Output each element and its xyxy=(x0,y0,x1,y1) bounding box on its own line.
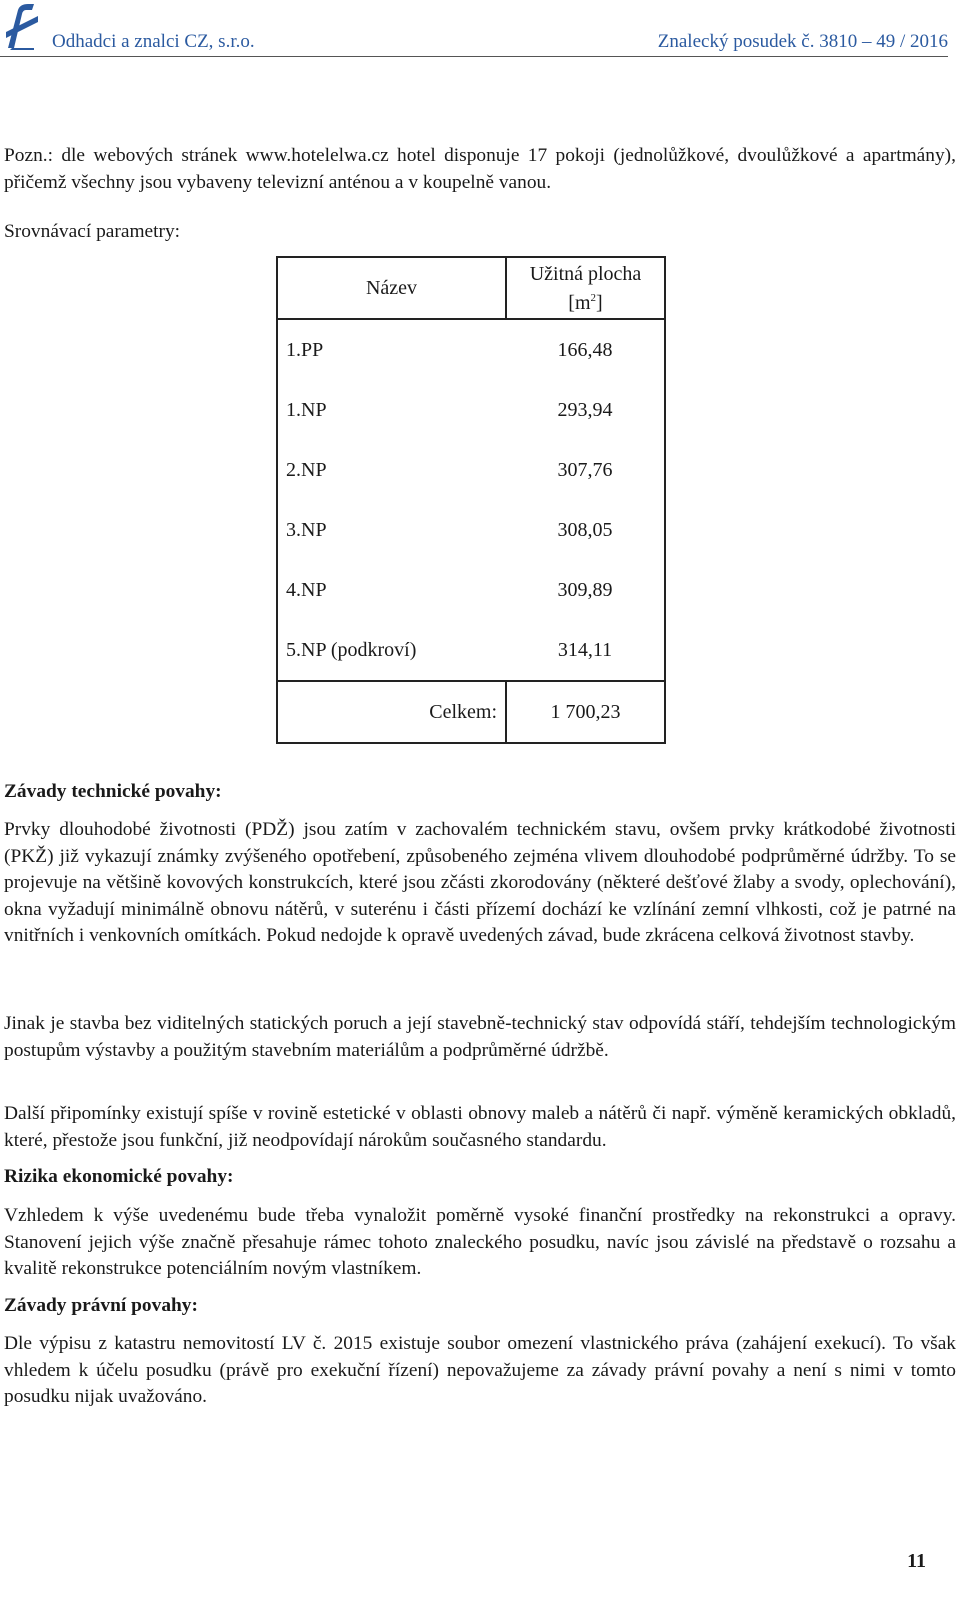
report-number: Znalecký posudek č. 3810 – 49 / 2016 xyxy=(657,31,948,52)
page-number: 11 xyxy=(907,1550,926,1572)
row-area: 307,76 xyxy=(506,440,665,500)
row-area: 166,48 xyxy=(506,319,665,380)
company-logo-icon xyxy=(4,2,40,52)
table-total-row xyxy=(277,681,665,743)
note-paragraph: Pozn.: dle webových stránek www.hotelelwa.cz hotel disponuje 17 pokoji (jednolůžkové, dvoulůžkové a apartmány), přičemž všechny jsou vybaveny televizní anténou a v koupelně vanou. xyxy=(4,145,956,193)
table-header-row xyxy=(277,257,665,319)
table-row xyxy=(277,380,665,440)
defects-legal-heading: Závady právní povahy: xyxy=(4,1295,198,1316)
risks-economic-heading: Rizika ekonomické povahy: xyxy=(4,1166,234,1187)
row-name: 4.NP xyxy=(277,560,506,620)
col-area-unit-sup: 2 xyxy=(590,291,597,304)
table-row xyxy=(277,500,665,560)
row-area: 309,89 xyxy=(506,560,665,620)
defects-technical-heading: Závady technické povahy: xyxy=(4,781,222,802)
table-row xyxy=(277,620,665,681)
col-area-header xyxy=(506,257,665,319)
row-name: 2.NP xyxy=(277,440,506,500)
row-name: 3.NP xyxy=(277,500,506,560)
col-area-unit-close: ] xyxy=(596,291,603,314)
row-name: 1.PP xyxy=(277,319,506,380)
defects-technical-paragraph-2: Jinak je stavba bez viditelných statických poruch a její stavebně-technický stav odpovídá stáří, tehdejším technologickým postupům výstavby a použitým stavebním materiálům a podprůměrné údržbě. xyxy=(4,1013,956,1061)
total-value: 1 700,23 xyxy=(506,681,665,743)
row-name: 1.NP xyxy=(277,380,506,440)
defects-legal-paragraph: Dle výpisu z katastru nemovitostí LV č. 2015 existuje soubor omezení vlastnického práva (zahájení exekucí). To však vhledem k účelu posudku (právě pro exekuční řízení) nepovažujeme za závady právní povahy a není s nimi v tomto posudku nijak uvažováno. xyxy=(4,1333,956,1407)
params-heading: Srovnávací parametry: xyxy=(4,221,181,242)
total-label: Celkem: xyxy=(277,681,506,743)
risks-economic-paragraph: Vzhledem k výše uvedenému bude třeba vynaložit poměrně vysoké finanční prostředky na rekonstrukci a opravy. Stanovení jejich výše značně přesahuje rámec tohoto znaleckého posudku, navíc jsou závislé na představě o rozsahu a kvalitě rekonstrukce potenciálním novým vlastníkem. xyxy=(4,1205,956,1279)
row-area: 314,11 xyxy=(506,620,665,681)
row-name: 5.NP (podkroví) xyxy=(277,620,506,681)
page-header xyxy=(0,0,948,57)
params-table xyxy=(276,256,666,744)
table-row xyxy=(277,319,665,380)
table-row xyxy=(277,440,665,500)
col-name-header: Název xyxy=(277,257,506,319)
row-area: 293,94 xyxy=(506,380,665,440)
defects-technical-paragraph-1: Prvky dlouhodobé životnosti (PDŽ) jsou zatím v zachovalém technickém stavu, ovšem prvky krátkodobé životnosti (PKŽ) již vykazují známky zvýšeného opotřebení, způsobeného zejména vlivem dlouhodobé podprůměrné údržby. To se projevuje na většině kovových konstrukcích, které jsou zčásti zkorodovány (některé dešťové žlaby a svody, oplechování), okna vyžadují minimálně obnovu nátěrů, v suterénu i části přízemí dochází ke vzlínání zemní vlhkosti, což je patrné na vnitřních i venkovních omítkách. Pokud nedojde k opravě uvedených závad, bude zkrácena celková životnost stavby. xyxy=(4,819,956,946)
row-area: 308,05 xyxy=(506,500,665,560)
defects-technical-paragraph-3: Další připomínky existují spíše v rovině estetické v oblasti obnovy maleb a nátěrů či např. výměně keramických obkladů, které, přestože jsou funkční, již neodpovídají nárokům současného standardu. xyxy=(4,1103,956,1151)
col-area-label: Užitná plocha xyxy=(529,262,642,285)
table-row xyxy=(277,560,665,620)
col-area-unit-open: [m xyxy=(568,291,591,314)
company-name: Odhadci a znalci CZ, s.r.o. xyxy=(52,31,255,52)
